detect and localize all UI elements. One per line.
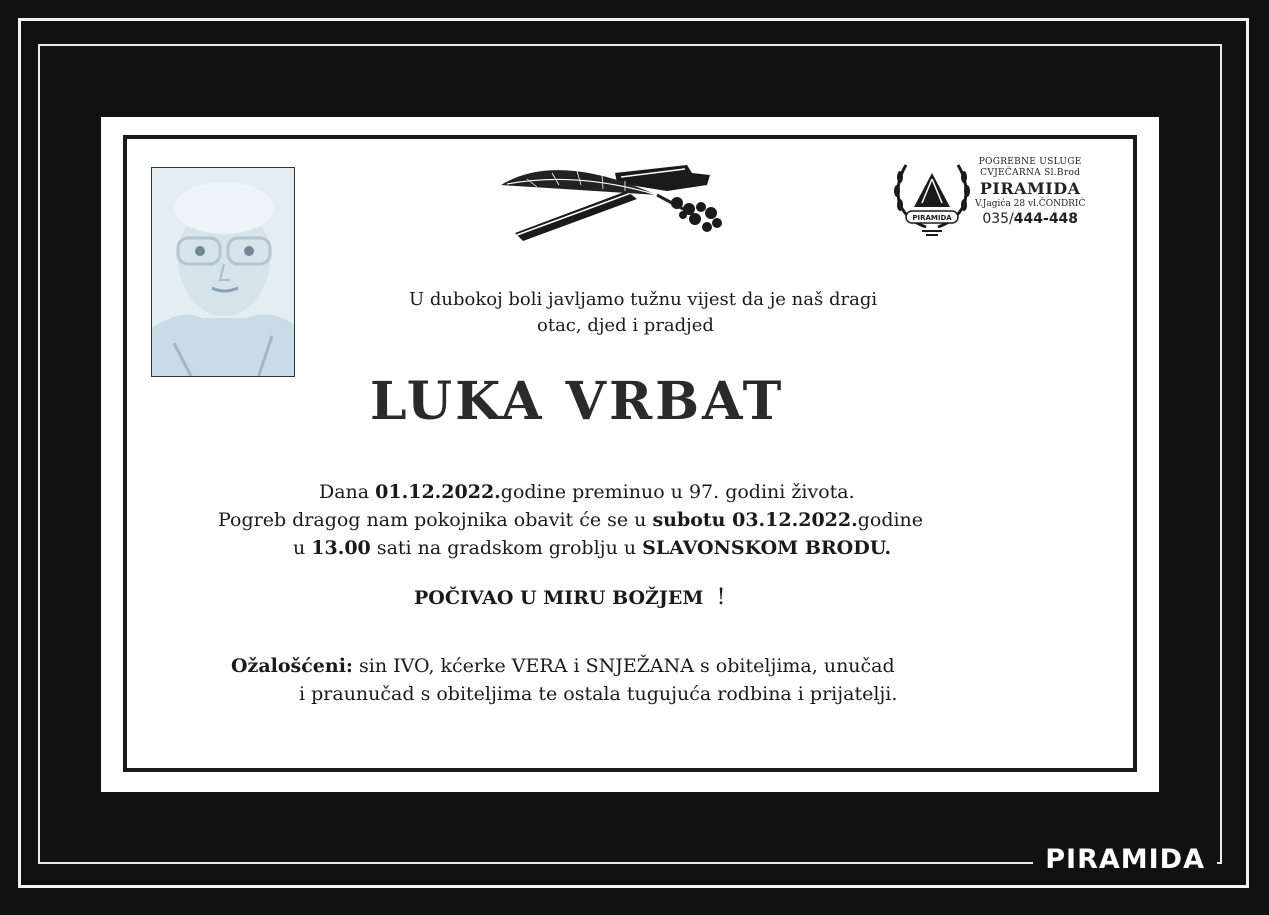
company-name: PIRAMIDA <box>979 179 1081 198</box>
company-line1: POGREBNE USLUGE <box>978 157 1082 167</box>
cross-palm-icon <box>497 151 737 246</box>
deceased-photo <box>151 167 295 377</box>
seal-text: PIRAMIDA <box>912 214 952 222</box>
mourners-line1: Ožalošćeni: sin IVO, kćerke VERA i SNJEŽANA s obiteljima, unučad <box>231 655 895 677</box>
mourners-line2: i praunučad s obiteljima te ostala tugujuća rodbina i prijatelji. <box>299 683 898 705</box>
funeral-company-block <box>892 155 1122 240</box>
detail-line2: Pogreb dragog nam pokojnika obavit će se u subotu 03.12.2022.godine <box>218 509 924 531</box>
footer-logo: PIRAMIDA <box>1033 844 1217 875</box>
detail-line3: u 13.00 sati na gradskom groblju u SLAVONSKOM BRODU. <box>293 537 892 559</box>
laurel-pyramid-icon <box>892 155 972 240</box>
company-line2: CVJEČARNA Sl.Brod <box>980 168 1081 178</box>
notice-paper <box>101 117 1159 792</box>
intro-line2: otac, djed i pradjed <box>537 315 714 336</box>
notice-card <box>123 135 1137 772</box>
deceased-name: LUKA VRBAT <box>370 371 785 432</box>
company-text <box>975 157 1085 228</box>
company-phone: 035/444-448 <box>982 211 1079 227</box>
intro-line1: U dubokoj boli javljamo tužnu vijest da je naš dragi <box>409 289 878 310</box>
rip-line: POČIVAO U MIRU BOŽJEM ! <box>414 585 726 610</box>
company-address: V.Jagića 28 vl.ČONDRIĆ <box>975 199 1086 209</box>
portrait-image <box>152 168 295 377</box>
detail-line1: Dana 01.12.2022.godine preminuo u 97. godini života. <box>319 481 855 503</box>
